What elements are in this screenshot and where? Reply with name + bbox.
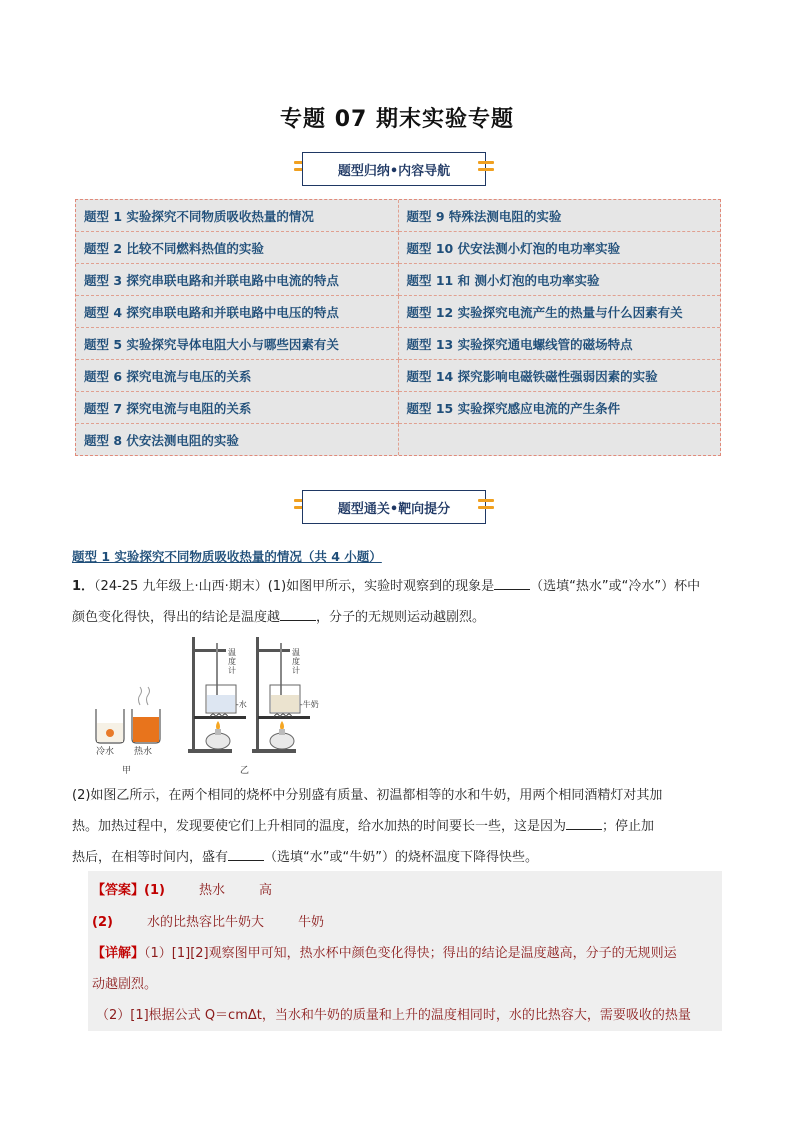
detail-text: （1）[1][2]观察图甲可知，热水杯中颜色变化得快；得出的结论是温度越高，分子的无规则运 bbox=[144, 946, 677, 961]
figure-yi-label: 乙 bbox=[240, 766, 250, 776]
answer-line-1 bbox=[92, 879, 272, 898]
nav-item[interactable]: 题型 5 实验探究导体电阻大小与哪些因素有关 bbox=[76, 328, 398, 360]
cold-water-label: 冷水 bbox=[96, 747, 115, 757]
practice-banner-label: 题型通关•靶向提分 bbox=[302, 490, 486, 524]
nav-item[interactable]: 题型 15 实验探究感应电流的产生条件 bbox=[398, 392, 720, 424]
answer-value: 热水 bbox=[198, 883, 225, 898]
answer-box bbox=[88, 871, 722, 1031]
question-text: (1)如图甲所示，实验时观察到的现象是 bbox=[267, 579, 495, 594]
nav-row bbox=[76, 296, 720, 328]
answer-blank bbox=[280, 606, 316, 621]
nav-item[interactable]: 题型 9 特殊法测电阻的实验 bbox=[398, 200, 720, 232]
question-text: ，分子的无规则运动越剧烈。 bbox=[316, 610, 486, 625]
answer-label: 【答案】 bbox=[92, 883, 145, 898]
milk-heating-setup bbox=[252, 637, 310, 753]
nav-row bbox=[76, 424, 720, 456]
nav-row bbox=[76, 360, 720, 392]
decor-lines-icon bbox=[478, 499, 494, 515]
water-label: -水 bbox=[236, 700, 247, 709]
thermometer-label: 温度计 bbox=[228, 648, 236, 675]
nav-item[interactable]: 题型 6 探究电流与电压的关系 bbox=[76, 360, 398, 392]
nav-item[interactable]: 题型 10 伏安法测小灯泡的电功率实验 bbox=[398, 232, 720, 264]
nav-item[interactable]: 题型 13 实验探究通电螺线管的磁场特点 bbox=[398, 328, 720, 360]
cold-water-beaker bbox=[96, 709, 124, 743]
nav-item[interactable]: 题型 8 伏安法测电阻的实验 bbox=[76, 424, 398, 456]
figure-jia-label: 甲 bbox=[122, 766, 132, 776]
answer-blank bbox=[228, 846, 264, 861]
thermometer-label: 温度计 bbox=[292, 648, 300, 675]
question-text: ；停止加 bbox=[602, 819, 655, 834]
nav-item[interactable]: 题型 11 和 测小灯泡的电功率实验 bbox=[398, 264, 720, 296]
detail-line-3: （2）[1]根据公式 Q＝cmΔt，当水和牛奶的质量和上升的温度相同时，水的比热容大，需要吸收的热量 bbox=[96, 1008, 691, 1023]
detail-line-2: 动越剧烈。 bbox=[92, 977, 158, 992]
question-number: 1． bbox=[72, 579, 95, 594]
nav-item[interactable]: 题型 4 探究串联电路和并联电路中电压的特点 bbox=[76, 296, 398, 328]
hot-water-label: 热水 bbox=[134, 747, 153, 757]
water-heating-setup bbox=[188, 637, 246, 753]
page-title: 专题 07 期末实验专题 bbox=[280, 107, 514, 132]
answer-blank bbox=[494, 575, 530, 590]
nav-row bbox=[76, 200, 720, 232]
question-source: （24-25 九年级上·山西·期末） bbox=[94, 579, 268, 594]
answer-part-num: (2) bbox=[92, 915, 113, 930]
nav-row bbox=[76, 232, 720, 264]
answer-value: 牛奶 bbox=[297, 915, 324, 930]
nav-item[interactable]: 题型 1 实验探究不同物质吸收热量的情况 bbox=[76, 200, 398, 232]
question-text: 颜色变化得快，得出的结论是温度越 bbox=[72, 610, 281, 625]
nav-item[interactable]: 题型 3 探究串联电路和并联电路中电流的特点 bbox=[76, 264, 398, 296]
nav-item[interactable]: 题型 7 探究电流与电阻的关系 bbox=[76, 392, 398, 424]
nav-row bbox=[76, 392, 720, 424]
question-text: 热后，在相等时间内，盛有 bbox=[72, 850, 229, 865]
milk-label: -牛奶 bbox=[300, 700, 319, 709]
answer-part-num: (1) bbox=[144, 883, 165, 898]
nav-row bbox=[76, 328, 720, 360]
practice-banner bbox=[294, 490, 494, 524]
nav-item[interactable]: 题型 14 探究影响电磁铁磁性强弱因素的实验 bbox=[398, 360, 720, 392]
answer-value: 水的比热容比牛奶大 bbox=[146, 915, 264, 930]
question-paragraph-1 bbox=[72, 571, 722, 633]
answer-blank bbox=[566, 815, 602, 830]
experiment-figure bbox=[88, 635, 348, 780]
question-text: （选填“热水”或“冷水”）杯中 bbox=[530, 579, 701, 594]
question-text: 热。加热过程中，发现要使它们上升相同的温度，给水加热的时间要长一些，这是因为 bbox=[72, 819, 567, 834]
topic-nav-table bbox=[75, 199, 721, 456]
nav-item[interactable]: 题型 2 比较不同燃料热值的实验 bbox=[76, 232, 398, 264]
detail-label: 【详解】 bbox=[92, 946, 145, 961]
question-paragraph-2 bbox=[72, 780, 722, 873]
nav-banner-label: 题型归纳•内容导航 bbox=[302, 152, 486, 186]
nav-banner bbox=[294, 152, 494, 186]
section-heading: 题型 1 实验探究不同物质吸收热量的情况（共 4 小题） bbox=[72, 549, 382, 564]
question-text: (2)如图乙所示，在两个相同的烧杯中分别盛有质量、初温都相等的水和牛奶，用两个相同酒精灯对其加 bbox=[72, 788, 663, 803]
question-text: （选填“水”或“牛奶”）的烧杯温度下降得快些。 bbox=[264, 850, 538, 865]
answer-value: 高 bbox=[258, 883, 272, 898]
nav-row bbox=[76, 264, 720, 296]
answer-line-2 bbox=[92, 911, 324, 930]
detail-line-1 bbox=[92, 942, 677, 961]
nav-item[interactable]: 题型 12 实验探究电流产生的热量与什么因素有关 bbox=[398, 296, 720, 328]
decor-lines-icon bbox=[478, 161, 494, 177]
nav-item bbox=[398, 424, 720, 456]
hot-water-beaker bbox=[132, 687, 160, 743]
